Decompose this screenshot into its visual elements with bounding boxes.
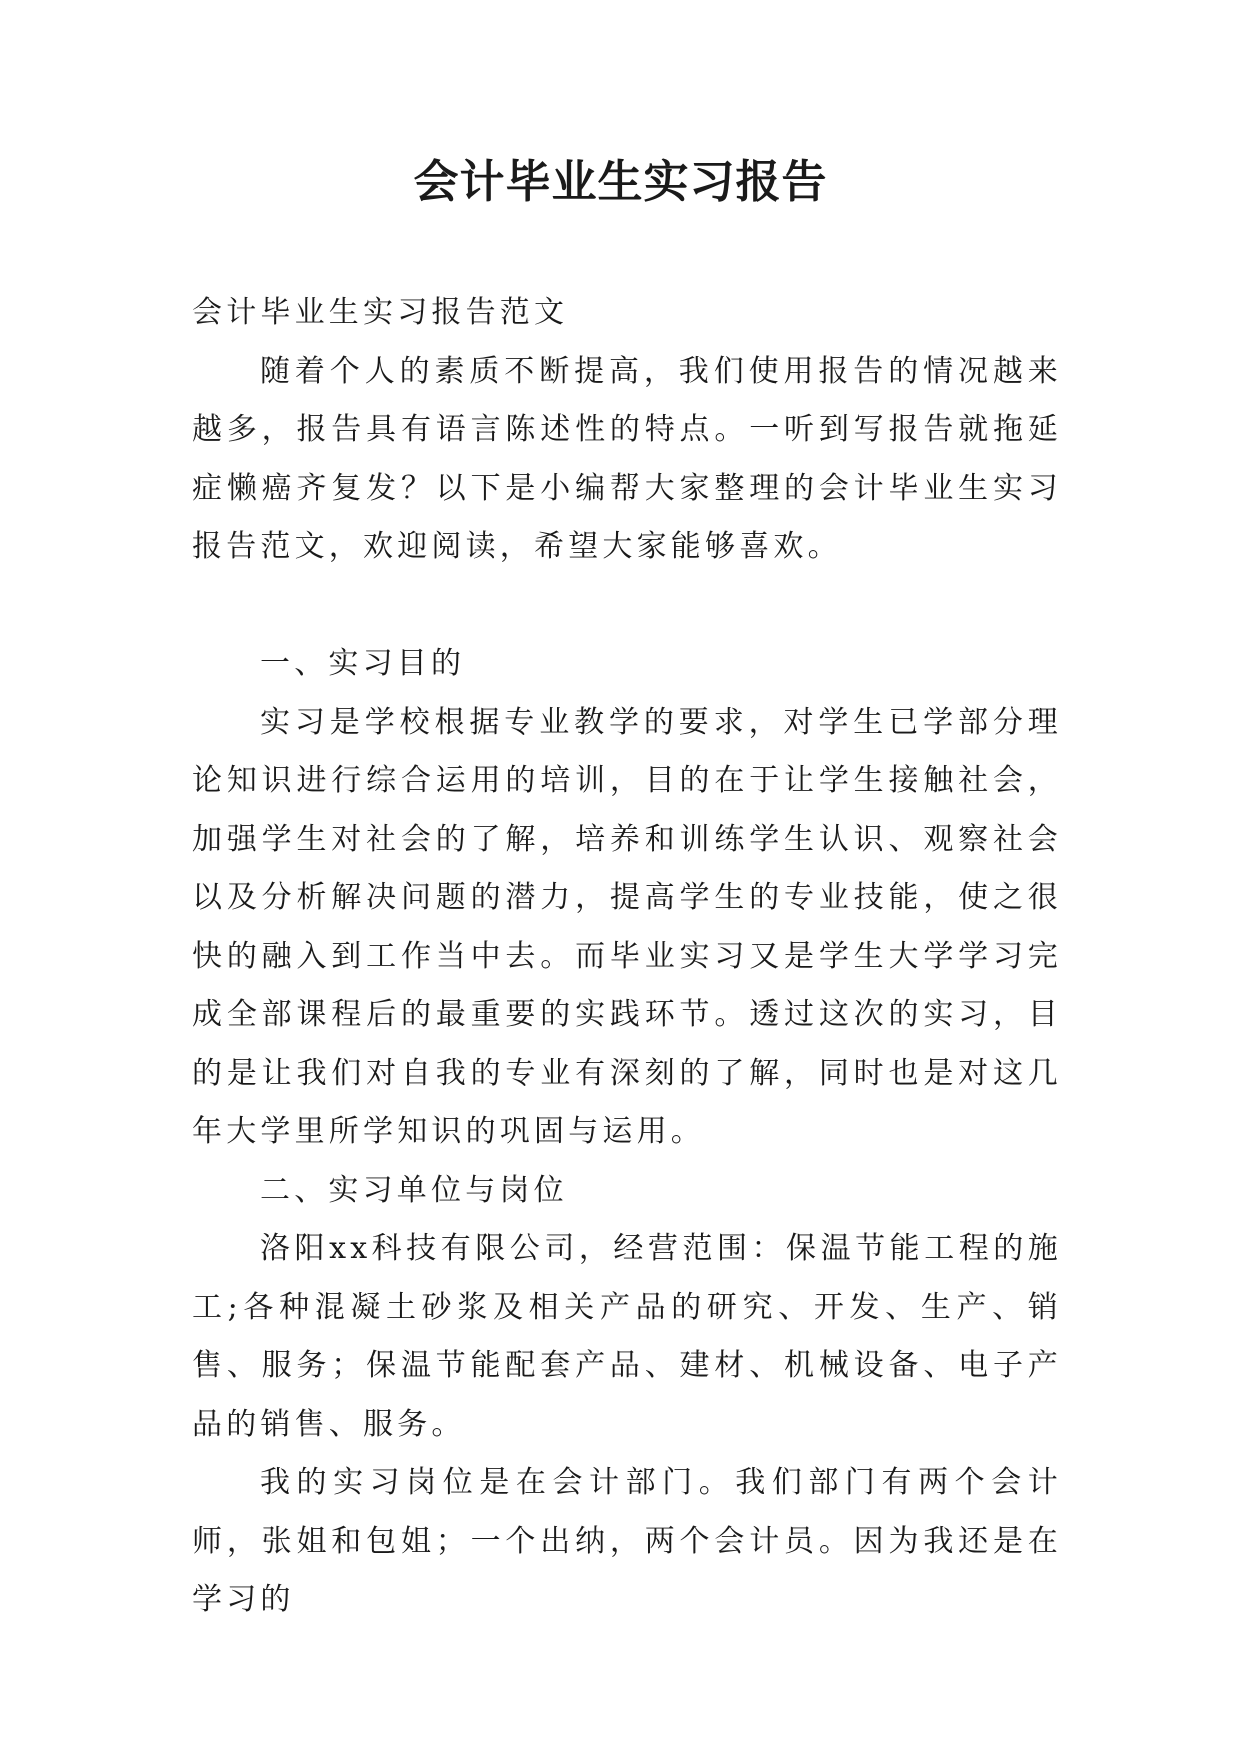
document-body <box>192 284 1062 1630</box>
blank-line <box>192 577 1062 636</box>
purpose-paragraph: 实习是学校根据专业教学的要求，对学生已学部分理论知识进行综合运用的培训，目的在于让学生接触社会，加强学生对社会的了解，培养和训练学生认识、观察社会以及分析解决问题的潜力，提高学生的专业技能，使之很快的融入到工作当中去。而毕业实习又是学生大学学习完成全部课程后的最重要的实践环节。透过这次的实习，目的是让我们对自我的专业有深刻的了解，同时也是对这几年大学里所学知识的巩固与运用。 <box>192 704 1062 1149</box>
document-subtitle: 会计毕业生实习报告范文 <box>192 295 569 330</box>
document-title: 会计毕业生实习报告 <box>413 155 828 208</box>
section-heading-unit: 二、实习单位与岗位 <box>260 1172 568 1208</box>
section-heading-purpose: 一、实习目的 <box>260 646 466 681</box>
position-paragraph: 我的实习岗位是在会计部门。我们部门有两个会计师，张姐和包姐；一个出纳，两个会计员。因为我还是在学习的 <box>192 1465 1062 1617</box>
company-paragraph: 洛阳xx科技有限公司，经营范围：保温节能工程的施工;各种混凝土砂浆及相关产品的研究、开发、生产、销售、服务；保温节能配套产品、建材、机械设备、电子产品的销售、服务。 <box>192 1231 1062 1442</box>
intro-paragraph: 随着个人的素质不断提高，我们使用报告的情况越来越多，报告具有语言陈述性的特点。一听到写报告就拖延症懒癌齐复发？以下是小编帮大家整理的会计毕业生实习报告范文，欢迎阅读，希望大家能够喜欢。 <box>192 353 1062 564</box>
